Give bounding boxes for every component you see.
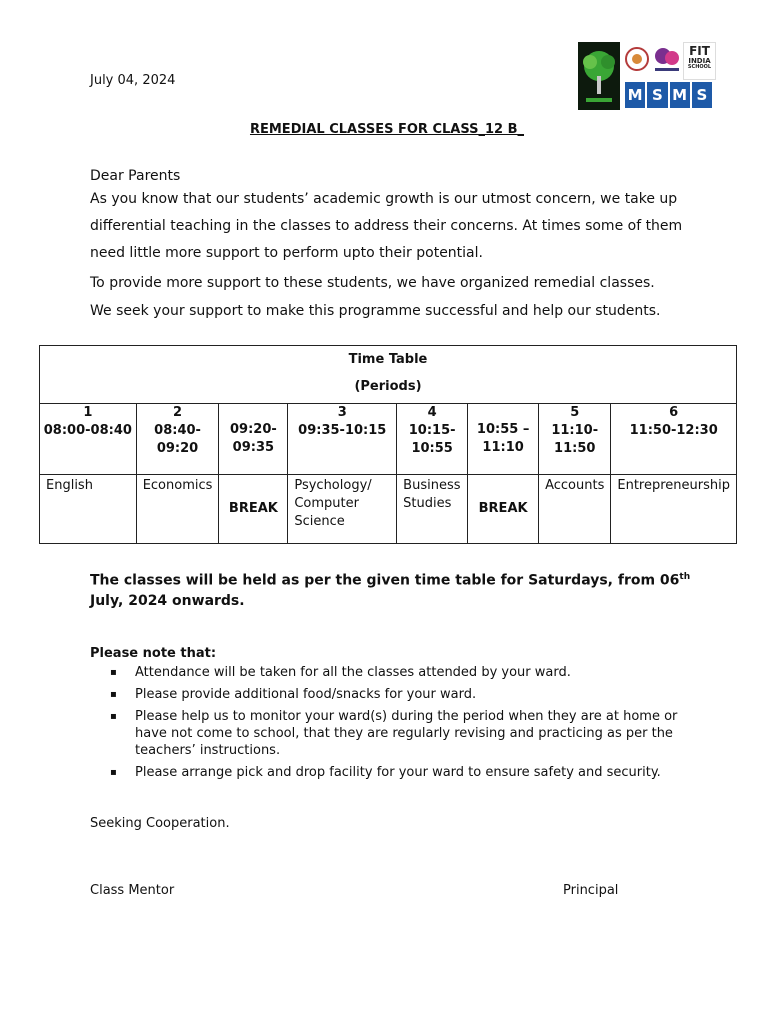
list-item: ▪ Attendance will be taken for all the classes attended by your ward.: [110, 664, 690, 681]
msms-letter: M: [625, 82, 645, 108]
fit-text: FIT: [689, 44, 710, 58]
cbse-seal-icon: [623, 44, 651, 76]
timetable-subheading: (Periods): [354, 379, 422, 394]
timetable: [39, 345, 737, 544]
period-number: 1: [83, 405, 93, 420]
period-cell: [136, 404, 219, 475]
timetable-heading: Time Table: [348, 352, 428, 367]
period-cell: [288, 404, 397, 475]
msms-letter: M: [670, 82, 690, 108]
subject-cell: Entrepreneurship: [611, 475, 737, 544]
signature-principal: Principal: [563, 883, 619, 898]
period-time: 09:35-10:15: [298, 423, 387, 438]
period-number: 5: [570, 405, 580, 420]
subject-cell: English: [40, 475, 137, 544]
salutation: Dear Parents: [90, 168, 181, 184]
support-paragraph: To provide more support to these students, we have organized remedial classes.: [90, 275, 655, 291]
period-number: 4: [427, 405, 437, 420]
period-time: 08:00-08:40: [43, 423, 132, 438]
period-cell: [539, 404, 611, 475]
period-number: 3: [337, 405, 347, 420]
break-time-cell: [468, 404, 539, 475]
list-item: ▪ Please help us to monitor your ward(s) during the period when they are at home or have not come to school, that they are regularly revising and practicing as per the teachers’ instructions.: [110, 708, 690, 759]
period-number: 2: [173, 405, 183, 420]
break-time: 10:55 – 11:10: [476, 422, 530, 455]
document-title: REMEDIAL CLASSES FOR CLASS_12 B_: [249, 122, 525, 137]
break-cell: BREAK: [468, 475, 539, 544]
break-time: 09:20- 09:35: [229, 422, 277, 455]
period-number: 6: [669, 405, 679, 420]
schedule-note-text: The classes will be held as per the given time table for Saturdays, from 06: [90, 572, 680, 589]
tree-logo-icon: [578, 42, 620, 110]
india-text: INDIA: [688, 57, 711, 65]
timetable-header: [40, 346, 737, 404]
break-cell: BREAK: [219, 475, 288, 544]
schedule-note: [90, 567, 710, 611]
subject-cell: Economics: [136, 475, 219, 544]
period-time: 08:40- 09:20: [154, 423, 201, 456]
partner-logo-icon: [653, 44, 681, 76]
closing-line: Seeking Cooperation.: [90, 816, 230, 831]
subject-cell: Psychology/ Computer Science: [288, 475, 397, 544]
msms-letter: S: [647, 82, 667, 108]
period-cell: [397, 404, 468, 475]
intro-paragraph: As you know that our students’ academic growth is our utmost concern, we take up differential teaching in the classes to address their concerns. At times some of them need little more support to perform upto their potential.: [90, 191, 683, 261]
fit-india-logo: [683, 42, 716, 80]
msms-letter: S: [692, 82, 712, 108]
school-text: SCHOOL: [687, 64, 712, 70]
period-time: 11:10- 11:50: [551, 423, 599, 456]
schedule-note-text: July, 2024 onwards.: [90, 592, 245, 609]
period-cell: [40, 404, 137, 475]
list-item: ▪ Please provide additional food/snacks for your ward.: [110, 686, 690, 703]
msms-logo: [623, 80, 714, 110]
subject-cell: Business Studies: [397, 475, 468, 544]
notes-heading: Please note that:: [90, 646, 217, 661]
letter-date: July 04, 2024: [90, 73, 176, 88]
notes-list: [110, 664, 690, 786]
request-paragraph: We seek your support to make this programme successful and help our students.: [90, 303, 661, 319]
break-time-cell: [219, 404, 288, 475]
period-cell: [611, 404, 737, 475]
period-time: 10:15- 10:55: [408, 423, 456, 456]
school-logos: [578, 42, 714, 110]
list-item: ▪ Please arrange pick and drop facility for your ward to ensure safety and security.: [110, 764, 690, 781]
period-time: 11:50-12:30: [629, 423, 718, 438]
signature-class-mentor: Class Mentor: [90, 883, 175, 898]
subject-cell: Accounts: [539, 475, 611, 544]
schedule-note-sup: th: [679, 572, 691, 582]
